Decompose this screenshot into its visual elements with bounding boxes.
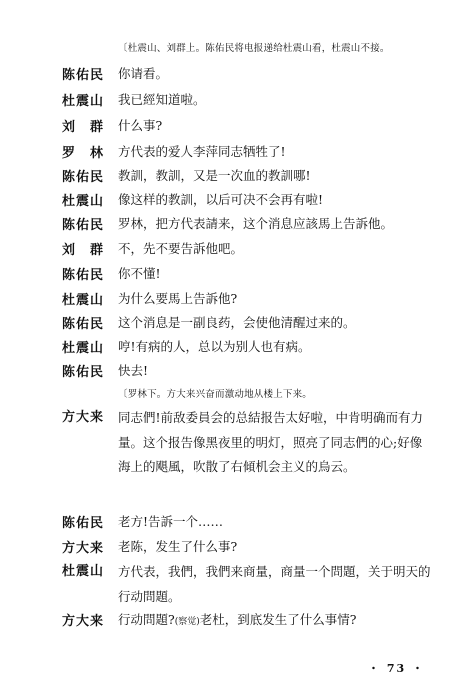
inline-stage-direction: (察觉) [174, 617, 200, 627]
dialogue-text: 像这样的教訓，以后可决不会再有啦! [118, 192, 324, 207]
dialogue-text: 不，先不要告訴他吧。 [118, 241, 244, 256]
speaker-name: 罗 林 [62, 146, 105, 161]
dialogue-text: 方代表的爱人李萍同志牺牲了! [118, 144, 286, 159]
speaker-name: 陈佑民 [62, 218, 105, 233]
speaker-name: 方大来 [62, 541, 105, 556]
dialogue-text: 老陈，发生了什么事? [118, 539, 238, 554]
dialogue-text [118, 610, 356, 628]
speaker-name: 杜震山 [62, 194, 105, 209]
dialogue-text: 同志們!前敌委員会的总結报告太好啦，中肯明确而有力量。这个报告像黑夜里的明灯，照亮了同志們的心;好像海上的飓風，吹散了右傾机会主义的烏云。 [118, 410, 424, 474]
dialogue-text: 教訓，教訓，又是一次血的教訓哪! [118, 168, 311, 183]
page-number: ・ 73 ・ [368, 662, 425, 675]
speaker-name: 杜震山 [62, 94, 105, 109]
dialogue-text: 罗林，把方代表請来，这个消息应該馬上告訴他。 [118, 216, 394, 231]
speaker-name: 杜震山 [62, 293, 105, 308]
speaker-name: 刘 群 [62, 243, 105, 258]
speaker-name: 杜震山 [62, 564, 105, 579]
dialogue-text: 老方!告訴一个…… [118, 514, 224, 529]
speaker-name: 陈佑民 [62, 170, 105, 185]
stage-direction: 〔杜震山、刘群上。陈佑民将电报递给杜震山看，杜震山不接。 [118, 43, 390, 54]
dialogue-text-part: 老杜，到底发生了什么事情? [199, 612, 357, 627]
speaker-name: 陈佑民 [62, 365, 105, 380]
speaker-name: 方大来 [62, 410, 105, 425]
dialogue-text: 你请看。 [118, 66, 169, 81]
dialogue-text: 方代表，我們，我們来商量，商量一个問題，关于明天的行动問題。 [118, 564, 431, 604]
dialogue-text: 快去! [118, 363, 149, 378]
speaker-name: 陈佑民 [62, 268, 105, 283]
speaker-name: 陈佑民 [62, 317, 105, 332]
dialogue-text: 哼!有病的人，总以为别人也有病。 [118, 339, 311, 354]
dialogue-text: 什么事? [118, 118, 163, 133]
dialogue-text: 我已經知道啦。 [118, 92, 206, 107]
speaker-name: 杜震山 [62, 341, 105, 356]
stage-direction: 〔罗林下。方大来兴奋而激动地从楼上下来。 [118, 389, 313, 400]
speaker-name: 陈佑民 [62, 516, 105, 531]
dialogue-text: 你不懂! [118, 266, 161, 281]
dialogue-text-part: 行动問題? [118, 612, 175, 627]
speaker-name: 陈佑民 [62, 68, 105, 83]
speaker-name: 刘 群 [62, 120, 105, 135]
speaker-name: 方大来 [62, 614, 105, 629]
dialogue-text: 这个消息是一副良药，会使他清醒过来的。 [118, 315, 356, 330]
dialogue-text: 为什么要馬上告訴他? [118, 291, 238, 306]
